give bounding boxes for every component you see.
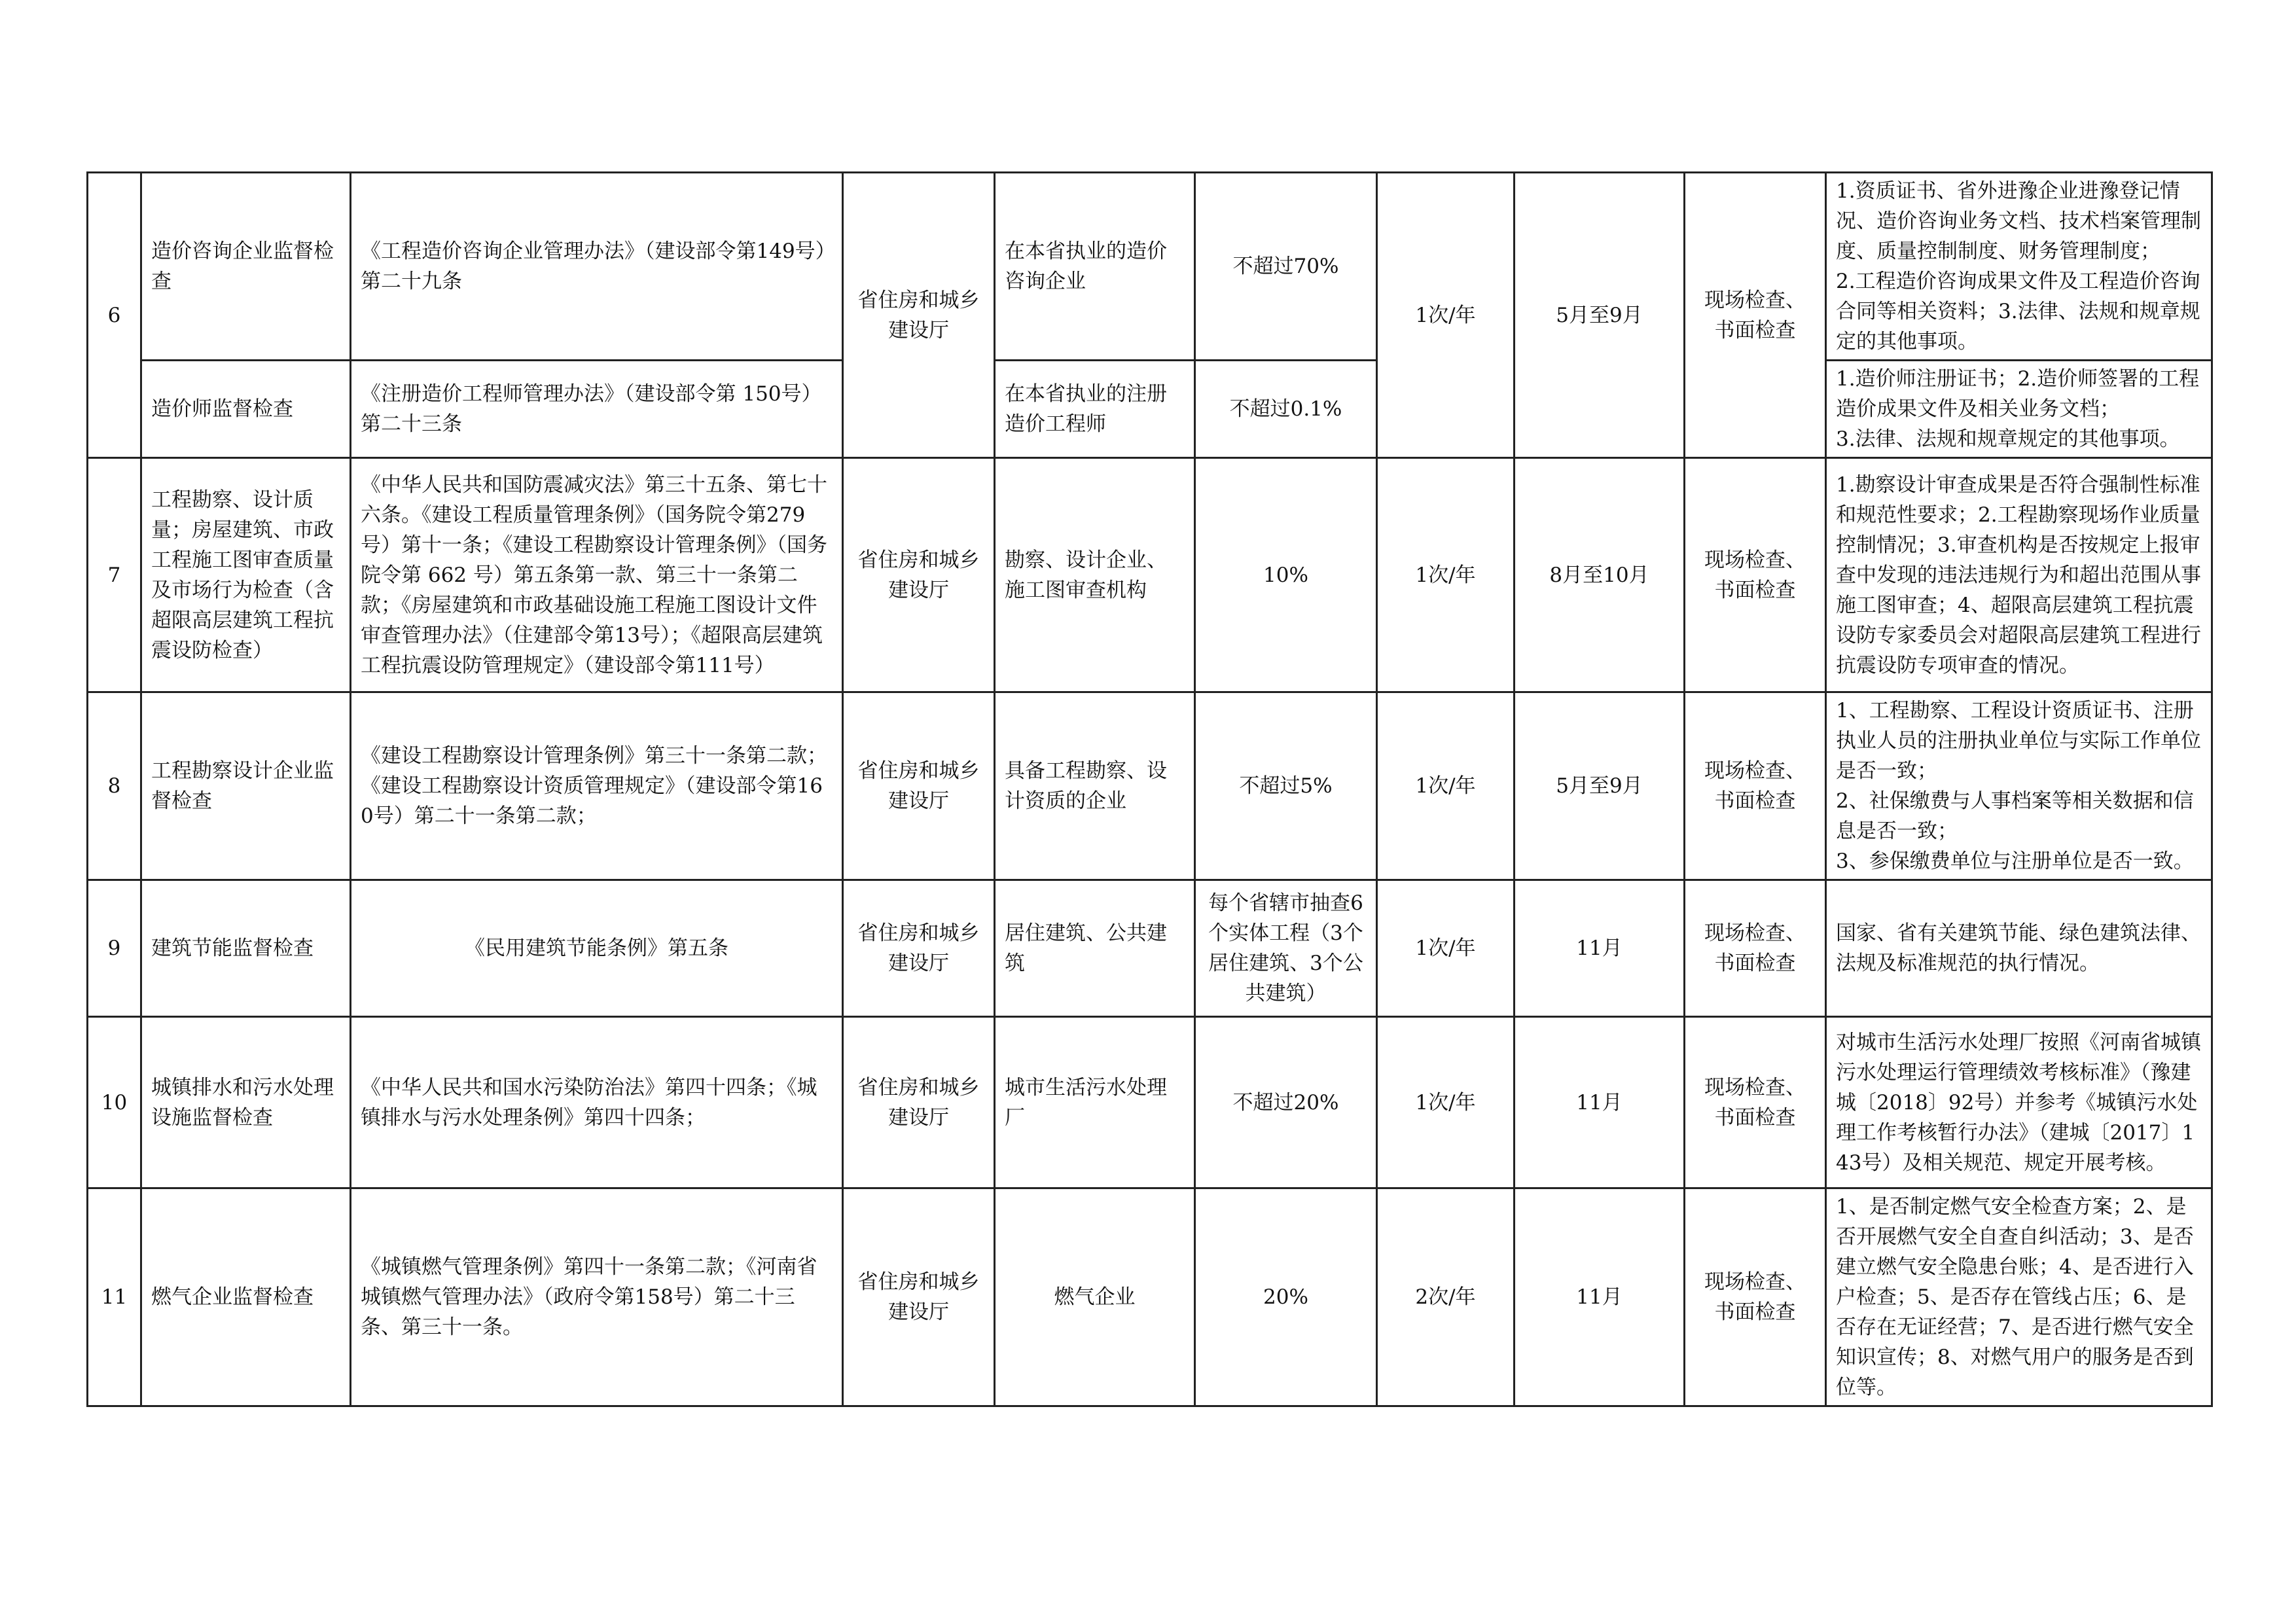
inspection-target: 居住建筑、公共建筑 <box>995 880 1195 1017</box>
table-row <box>88 173 2212 361</box>
sampling-ratio: 10% <box>1195 458 1377 692</box>
content-line: 1.勘察设计审查成果是否符合强制性标准和规范性要求；2.工程勘察现场作业质量控制情况；3.审查机构是否按规定上报审查中发现的违法违规行为和超出范围从事施工图审查；4、超限高层建筑工程抗震设防专家委员会对超限高层建筑工程进行抗震设防专项审查的情况。 <box>1836 473 2201 677</box>
legal-basis: 《工程造价咨询企业管理办法》（建设部令第149号）第二十九条 <box>351 173 843 361</box>
legal-basis: 《建设工程勘察设计管理条例》第三十一条第二款；《建设工程勘察设计资质管理规定》（建设部令第160号）第二十一条第二款； <box>351 692 843 880</box>
sampling-ratio: 20% <box>1195 1188 1377 1406</box>
row-number: 7 <box>88 458 141 692</box>
content-line: 国家、省有关建筑节能、绿色建筑法律、法规及标准规范的执行情况。 <box>1836 921 2201 975</box>
method: 现场检查、书面检查 <box>1685 1017 1826 1188</box>
inspection-item: 造价师监督检查 <box>141 361 351 458</box>
inspection-content <box>1826 458 2212 692</box>
table-row <box>88 458 2212 692</box>
inspection-target: 在本省执业的注册造价工程师 <box>995 361 1195 458</box>
frequency: 1次/年 <box>1377 458 1515 692</box>
frequency: 1次/年 <box>1377 173 1515 458</box>
row-number: 8 <box>88 692 141 880</box>
inspection-item: 工程勘察设计企业监督检查 <box>141 692 351 880</box>
content-line: 1.造价师注册证书；2.造价师签署的工程造价成果文件及相关业务文档； <box>1836 367 2200 421</box>
row-number: 10 <box>88 1017 141 1188</box>
row-number: 6 <box>88 173 141 458</box>
legal-basis: 《中华人民共和国水污染防治法》第四十四条；《城镇排水与污水处理条例》第四十四条； <box>351 1017 843 1188</box>
content-line: 1、是否制定燃气安全检查方案；2、是否开展燃气安全自查自纠活动；3、是否建立燃气安全隐患台账；4、是否进行入户检查；5、是否存在管线占压；6、是否存在无证经营；7、是否进行燃气安全知识宣传；8、对燃气用户的服务是否到位等。 <box>1836 1195 2194 1399</box>
sampling-ratio: 不超过0.1% <box>1195 361 1377 458</box>
row-number: 11 <box>88 1188 141 1406</box>
method: 现场检查、书面检查 <box>1685 692 1826 880</box>
sampling-ratio: 不超过20% <box>1195 1017 1377 1188</box>
legal-basis: 《民用建筑节能条例》第五条 <box>351 880 843 1017</box>
method: 现场检查、书面检查 <box>1685 458 1826 692</box>
inspection-target: 在本省执业的造价咨询企业 <box>995 173 1195 361</box>
content-line: 3、参保缴费单位与注册单位是否一致。 <box>1836 849 2194 873</box>
content-line: 1.资质证书、省外进豫企业进豫登记情况、造价咨询业务文档、技术档案管理制度、质量控制制度、财务管理制度； <box>1836 179 2201 263</box>
legal-basis: 《注册造价工程师管理办法》（建设部令第 150号）第二十三条 <box>351 361 843 458</box>
frequency: 1次/年 <box>1377 692 1515 880</box>
period: 11月 <box>1515 880 1685 1017</box>
table-row <box>88 361 2212 458</box>
content-line: 1、工程勘察、工程设计资质证书、注册执业人员的注册执业单位与实际工作单位是否一致； <box>1836 699 2201 783</box>
inspection-item: 城镇排水和污水处理设施监督检查 <box>141 1017 351 1188</box>
table-row <box>88 1017 2212 1188</box>
legal-basis: 《城镇燃气管理条例》第四十一条第二款；《河南省城镇燃气管理办法》（政府令第158号）第二十三条、第三十一条。 <box>351 1188 843 1406</box>
legal-basis: 《中华人民共和国防震减灾法》第三十五条、第七十六条。《建设工程质量管理条例》（国务院令第279号）第十一条；《建设工程勘察设计管理条例》（国务院令第 662 号）第五条第一款、第三十一条第二款；《房屋建筑和市政基础设施工程施工图设计文件审查管理办法》（住建部令第13号）；《超限高层建筑工程抗震设防管理规定》（建设部令第111号） <box>351 458 843 692</box>
sampling-ratio: 每个省辖市抽查6个实体工程（3个居住建筑、3个公共建筑） <box>1195 880 1377 1017</box>
inspection-item: 工程勘察、设计质量；房屋建筑、市政工程施工图审查质量及市场行为检查（含超限高层建筑工程抗震设防检查） <box>141 458 351 692</box>
row-number: 9 <box>88 880 141 1017</box>
inspection-target: 燃气企业 <box>995 1188 1195 1406</box>
sampling-ratio: 不超过70% <box>1195 173 1377 361</box>
department: 省住房和城乡建设厅 <box>843 173 995 458</box>
inspection-target: 城市生活污水处理厂 <box>995 1017 1195 1188</box>
period: 11月 <box>1515 1188 1685 1406</box>
inspection-content <box>1826 1188 2212 1406</box>
content-line: 3.法律、法规和规章规定的其他事项。 <box>1836 427 2180 451</box>
method: 现场检查、书面检查 <box>1685 880 1826 1017</box>
inspection-item: 燃气企业监督检查 <box>141 1188 351 1406</box>
department: 省住房和城乡建设厅 <box>843 458 995 692</box>
frequency: 1次/年 <box>1377 880 1515 1017</box>
inspection-target: 具备工程勘察、设计资质的企业 <box>995 692 1195 880</box>
inspection-content <box>1826 1017 2212 1188</box>
frequency: 2次/年 <box>1377 1188 1515 1406</box>
department: 省住房和城乡建设厅 <box>843 1188 995 1406</box>
inspection-content <box>1826 880 2212 1017</box>
period: 5月至9月 <box>1515 173 1685 458</box>
table-row <box>88 692 2212 880</box>
period: 11月 <box>1515 1017 1685 1188</box>
department: 省住房和城乡建设厅 <box>843 1017 995 1188</box>
sampling-ratio: 不超过5% <box>1195 692 1377 880</box>
frequency: 1次/年 <box>1377 1017 1515 1188</box>
inspection-target: 勘察、设计企业、施工图审查机构 <box>995 458 1195 692</box>
inspection-content <box>1826 692 2212 880</box>
inspection-item: 建筑节能监督检查 <box>141 880 351 1017</box>
inspection-item: 造价咨询企业监督检查 <box>141 173 351 361</box>
department: 省住房和城乡建设厅 <box>843 692 995 880</box>
method: 现场检查、书面检查 <box>1685 1188 1826 1406</box>
content-line: 对城市生活污水处理厂按照《河南省城镇污水处理运行管理绩效考核标准》（豫建城〔2018〕92号）并参考《城镇污水处理工作考核暂行办法》（建城〔2017〕143号）及相关规范、规定开展考核。 <box>1836 1030 2201 1175</box>
content-line: 2、社保缴费与人事档案等相关数据和信息是否一致； <box>1836 789 2194 843</box>
content-line: 2.工程造价咨询成果文件及工程造价咨询合同等相关资料；3.法律、法规和规章规定的其他事项。 <box>1836 270 2200 353</box>
period: 5月至9月 <box>1515 692 1685 880</box>
table-row <box>88 1188 2212 1406</box>
inspection-content <box>1826 361 2212 458</box>
department: 省住房和城乡建设厅 <box>843 880 995 1017</box>
period: 8月至10月 <box>1515 458 1685 692</box>
method: 现场检查、书面检查 <box>1685 173 1826 458</box>
inspection-content <box>1826 173 2212 361</box>
table-row <box>88 880 2212 1017</box>
inspection-plan-table <box>86 171 2213 1407</box>
